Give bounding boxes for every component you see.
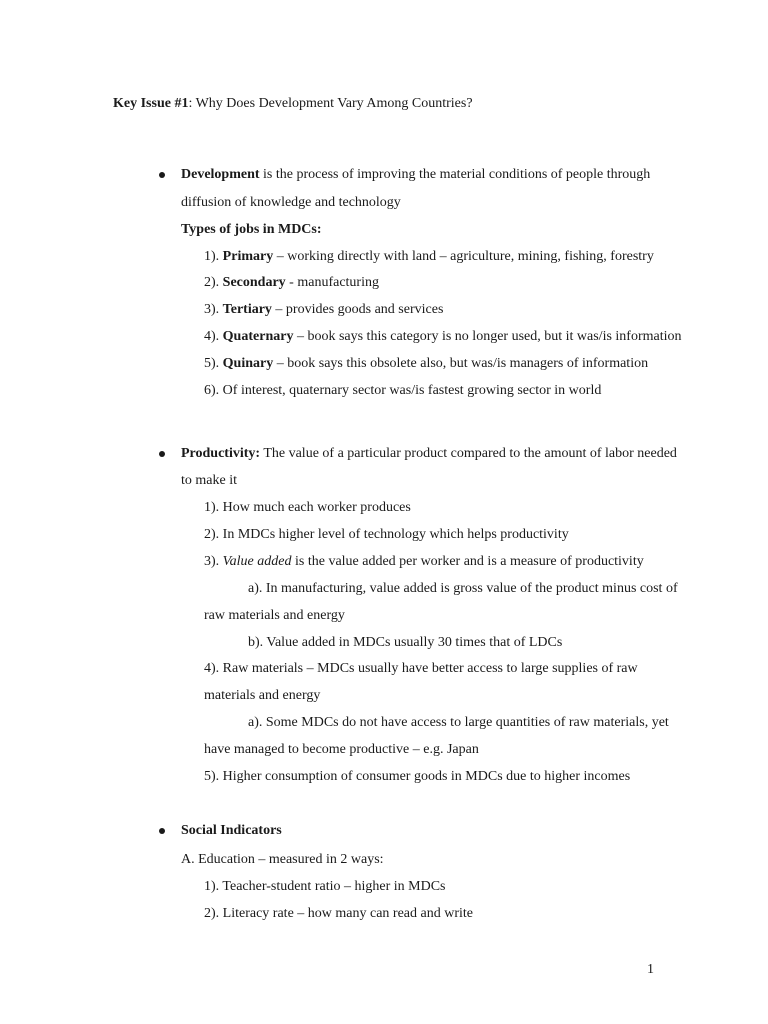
bullet-icon <box>159 172 165 178</box>
development-def-text-1: is the process of improving the material conditions of people through <box>259 167 651 182</box>
job-item-term: Tertiary <box>222 302 272 317</box>
jobs-heading <box>181 221 322 239</box>
value-added-term: Value added <box>222 554 292 569</box>
job-item-text: Of interest, quaternary sector was/is fastest growing sector in world <box>222 383 602 398</box>
job-item-num: 1). <box>204 249 223 264</box>
job-item-text: – book says this obsolete also, but was/is managers of information <box>273 356 649 371</box>
development-definition-line-1 <box>181 166 650 184</box>
job-item <box>204 355 648 373</box>
job-item <box>204 301 443 319</box>
productivity-def-text-1: The value of a particular product compared to the amount of labor needed <box>260 446 677 461</box>
productivity-subitem-cont: raw materials and energy <box>204 608 345 623</box>
productivity-item: 2). In MDCs higher level of technology which helps productivity <box>204 527 569 542</box>
job-item-term: Quinary <box>222 356 274 371</box>
job-item-term: Primary <box>222 249 274 264</box>
job-item <box>204 328 682 346</box>
productivity-item: 5). Higher consumption of consumer goods in MDCs due to higher incomes <box>204 769 631 784</box>
job-item <box>204 382 601 400</box>
job-item-num: 4). <box>204 329 223 344</box>
page-title <box>113 95 473 113</box>
job-item-text: – provides goods and services <box>271 302 444 317</box>
productivity-definition-line-2: to make it <box>181 473 237 488</box>
key-issue-label: Key Issue #1 <box>113 96 189 111</box>
productivity-subitem: b). Value added in MDCs usually 30 times that of LDCs <box>248 635 563 650</box>
jobs-heading-text: Types of jobs in MDCs: <box>181 222 322 237</box>
bullet-icon <box>159 451 165 457</box>
education-item: A. Education – measured in 2 ways: <box>181 852 384 867</box>
development-term: Development <box>181 167 260 182</box>
job-item <box>204 274 379 292</box>
key-issue-title: : Why Does Development Vary Among Countries? <box>188 96 473 111</box>
page-number: 1 <box>647 962 654 977</box>
development-definition-line-2: diffusion of knowledge and technology <box>181 195 401 210</box>
productivity-item-num: 3). <box>204 554 223 569</box>
job-item <box>204 248 654 266</box>
job-item-text: – book says this category is no longer used, but it was/is information <box>293 329 682 344</box>
education-subitem: 2). Literacy rate – how many can read and write <box>204 906 473 921</box>
social-heading-text: Social Indicators <box>181 823 282 838</box>
productivity-item-text: is the value added per worker and is a measure of productivity <box>291 554 644 569</box>
productivity-term: Productivity: <box>181 446 261 461</box>
productivity-definition-line-1 <box>181 445 677 463</box>
education-subitem: 1). Teacher-student ratio – higher in MDCs <box>204 879 446 894</box>
bullet-icon <box>159 828 165 834</box>
productivity-item-cont: materials and energy <box>204 688 321 703</box>
job-item-num: 5). <box>204 356 223 371</box>
job-item-text: – working directly with land – agriculture, mining, fishing, forestry <box>273 249 654 264</box>
productivity-item <box>204 553 644 571</box>
job-item-num: 2). <box>204 275 223 290</box>
job-item-num: 3). <box>204 302 223 317</box>
social-heading <box>181 822 282 840</box>
productivity-item: 1). How much each worker produces <box>204 500 411 515</box>
productivity-subitem: a). Some MDCs do not have access to large quantities of raw materials, yet <box>248 715 669 730</box>
job-item-text: - manufacturing <box>285 275 379 290</box>
job-item-term: Secondary <box>222 275 286 290</box>
job-item-num: 6). <box>204 383 223 398</box>
job-item-term: Quaternary <box>222 329 294 344</box>
productivity-subitem-cont: have managed to become productive – e.g. Japan <box>204 742 479 757</box>
productivity-subitem: a). In manufacturing, value added is gross value of the product minus cost of <box>248 581 678 596</box>
productivity-item: 4). Raw materials – MDCs usually have better access to large supplies of raw <box>204 661 638 676</box>
